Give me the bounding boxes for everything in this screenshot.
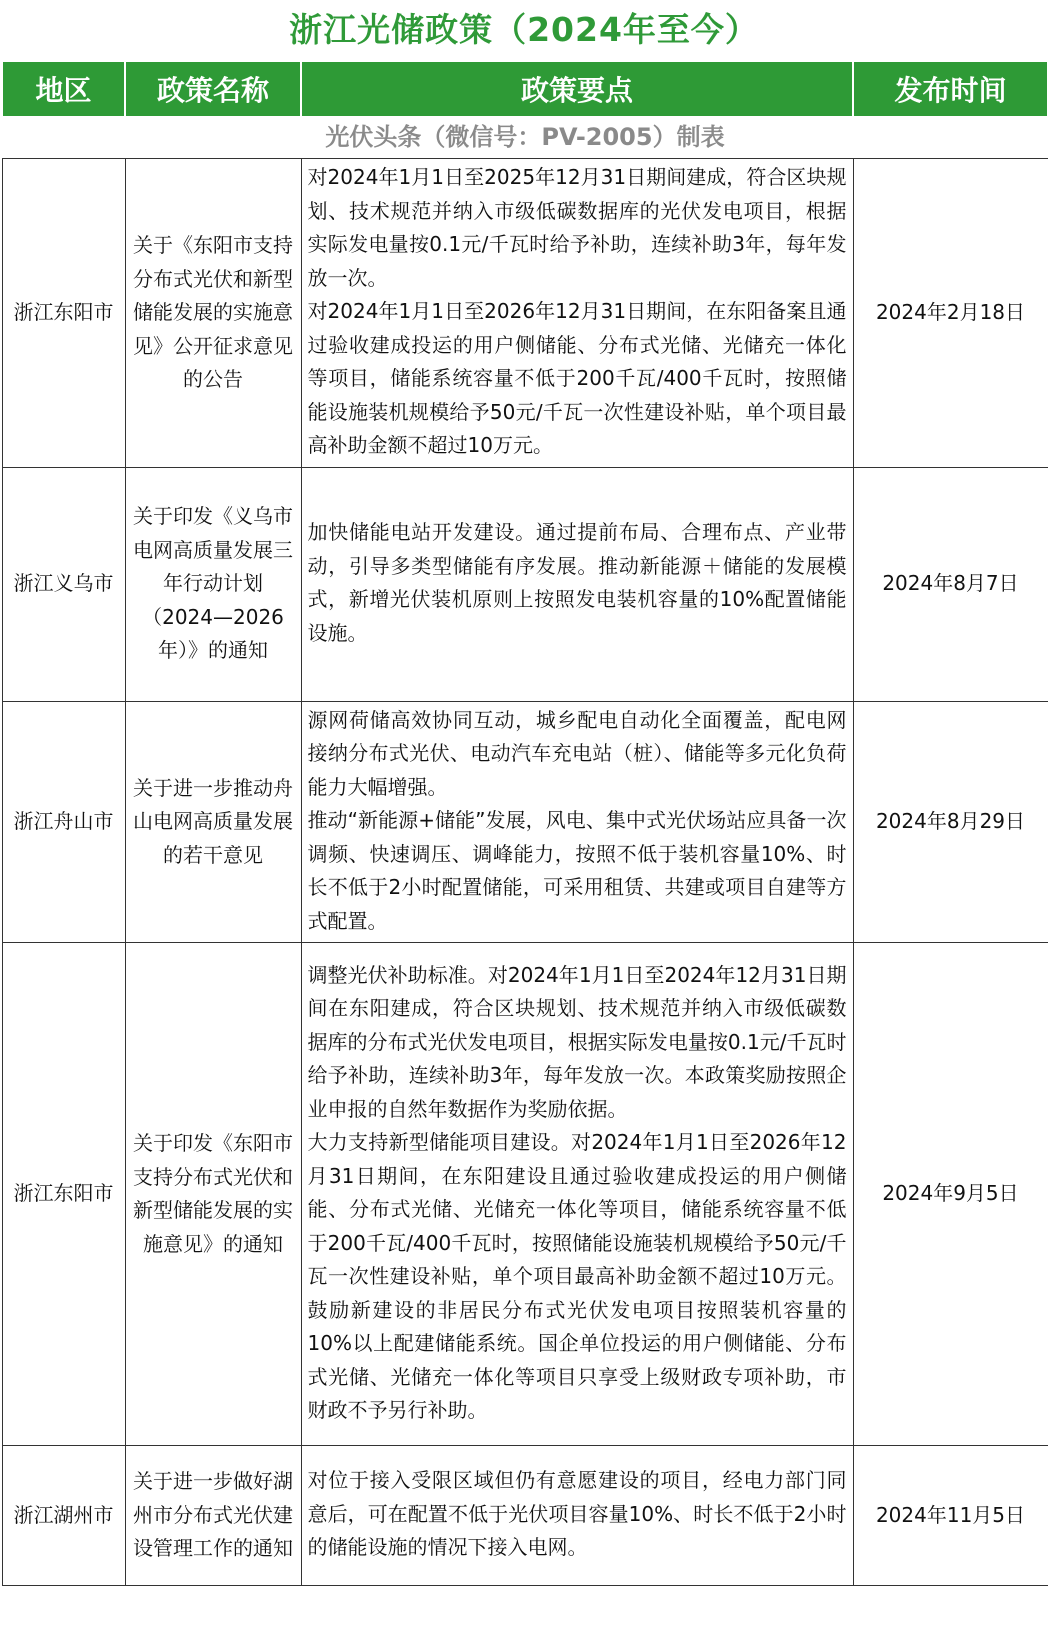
region-cell: 浙江东阳市 — [2, 943, 125, 1446]
policy-point: 推动“新能源+储能”发展，风电、集中式光伏场站应具备一次调频、快速调压、调峰能力，按照不低于装机容量10%、时长不低于2小时配置储能，可采用租赁、共建或项目自建等方式配置。 — [307, 808, 847, 933]
policy-point: 对位于接入受限区域但仍有意愿建设的项目，经电力部门同意后，可在配置不低于光伏项目容量10%、时长不低于2小时的储能设施的情况下接入电网。 — [307, 1468, 847, 1560]
table-row — [2, 159, 1048, 468]
region-cell: 浙江义乌市 — [2, 467, 125, 701]
date-cell: 2024年11月5日 — [853, 1446, 1048, 1586]
policy-point: 对2024年1月1日至2026年12月31日期间，在东阳备案且通过验收建成投运的用户侧储能、分布式光储、光储充一体化等项目，储能系统容量不低于200千瓦/400千瓦时，按照储能设施装机规模给予50元/千瓦一次性建设补贴，单个项目最高补助金额不超过10万元。 — [307, 299, 847, 457]
column-header-region: 地区 — [2, 61, 125, 117]
policy-name-cell: 关于进一步推动舟山电网高质量发展的若干意见 — [125, 701, 301, 943]
policy-point: 对2024年1月1日至2025年12月31日期间建成，符合区块规划、技术规范并纳入市级低碳数据库的光伏发电项目，根据实际发电量按0.1元/千瓦时给予补助，连续补助3年，每年发放一次。 — [307, 165, 847, 290]
table-subtitle: 光伏头条（微信号：PV-2005）制表 — [325, 123, 725, 152]
table-row — [2, 943, 1048, 1446]
policy-name-cell: 关于印发《东阳市支持分布式光伏和新型储能发展的实施意见》的通知 — [125, 943, 301, 1446]
date-cell: 2024年9月5日 — [853, 943, 1048, 1446]
table-row — [2, 467, 1048, 701]
table-row — [2, 1446, 1048, 1586]
column-header-policy-name: 政策名称 — [125, 61, 301, 117]
date-cell: 2024年8月7日 — [853, 467, 1048, 701]
date-cell: 2024年8月29日 — [853, 701, 1048, 943]
policy-name-cell: 关于进一步做好湖州市分布式光伏建设管理工作的通知 — [125, 1446, 301, 1586]
policy-name-cell: 关于《东阳市支持分布式光伏和新型储能发展的实施意见》公开征求意见的公告 — [125, 159, 301, 468]
policy-point: 大力支持新型储能项目建设。对2024年1月1日至2026年12月31日期间，在东阳建设且通过验收建成投运的用户侧储能、分布式光储、光储充一体化等项目，储能系统容量不低于200千瓦/400千瓦时，按照储能设施装机规模给予50元/千瓦一次性建设补贴，单个项目最高补助金额不超过10万元。鼓励新建设的非居民分布式光伏发电项目按照装机容量的10%以上配建储能系统。国企单位投运的用户侧储能、分布式光储、光储充一体化等项目只享受上级财政专项补助，市财政不予另行补助。 — [307, 1130, 847, 1422]
policy-points-cell — [301, 1446, 853, 1586]
region-cell: 浙江湖州市 — [2, 1446, 125, 1586]
column-header-date: 发布时间 — [853, 61, 1048, 117]
region-cell: 浙江东阳市 — [2, 159, 125, 468]
policy-point: 源网荷储高效协同互动，城乡配电自动化全面覆盖，配电网接纳分布式光伏、电动汽车充电站（桩）、储能等多元化负荷能力大幅增强。 — [307, 707, 847, 799]
table-row — [2, 701, 1048, 943]
column-header-policy-points: 政策要点 — [301, 61, 853, 117]
policy-points-cell — [301, 943, 853, 1446]
policy-points-cell — [301, 159, 853, 468]
policy-point: 调整光伏补助标准。对2024年1月1日至2024年12月31日期间在东阳建成，符合区块规划、技术规范并纳入市级低碳数据库的分布式光伏发电项目，根据实际发电量按0.1元/千瓦时给予补助，连续补助3年，每年发放一次。本政策奖励按照企业申报的自然年数据作为奖励依据。 — [307, 962, 847, 1121]
policy-table — [1, 60, 1048, 1586]
policy-points-cell — [301, 701, 853, 943]
date-cell: 2024年2月18日 — [853, 159, 1048, 468]
policy-points-cell — [301, 467, 853, 701]
header-row — [2, 61, 1048, 117]
region-cell: 浙江舟山市 — [2, 701, 125, 943]
policy-point: 加快储能电站开发建设。通过提前布局、合理布点、产业带动，引导多类型储能有序发展。推动新能源＋储能的发展模式，新增光伏装机原则上按照发电装机容量的10%配置储能设施。 — [307, 520, 847, 645]
policy-name-cell: 关于印发《义乌市电网高质量发展三年行动计划（2024—2026年）》的通知 — [125, 467, 301, 701]
page-title: 浙江光储政策（2024年至今） — [289, 10, 759, 49]
